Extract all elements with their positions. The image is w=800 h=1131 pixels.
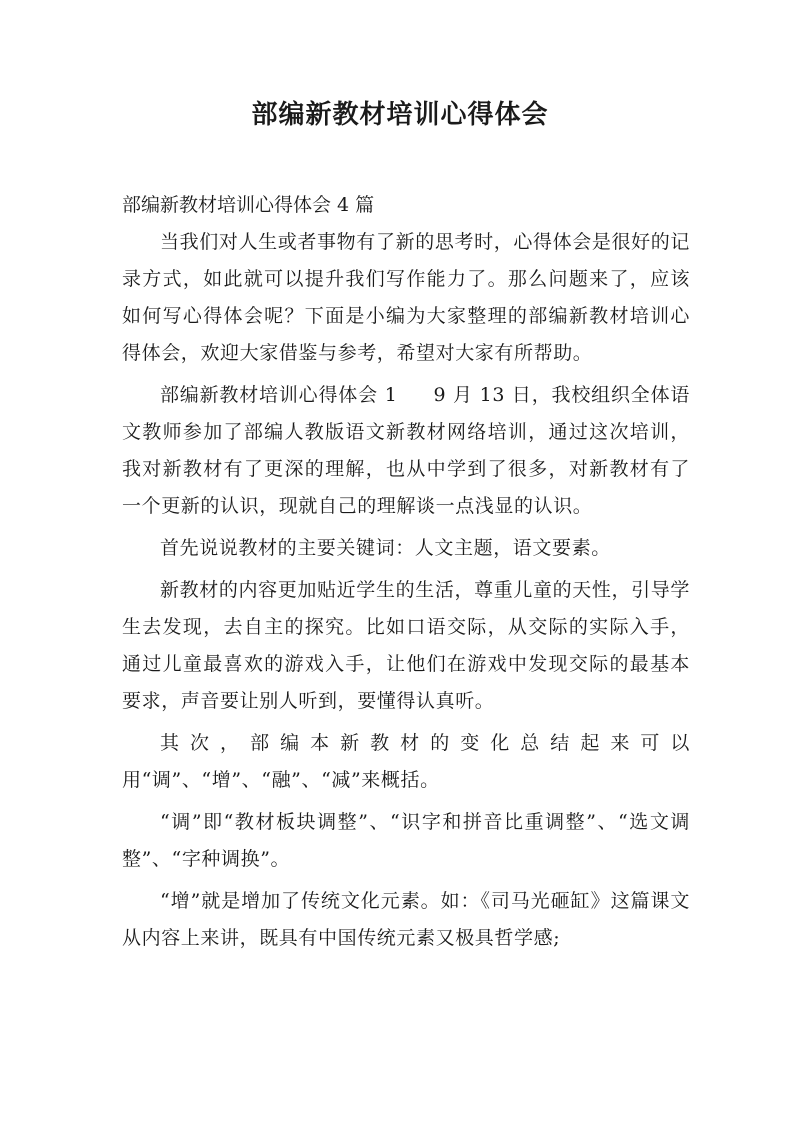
changes-paragraph: 其次，部编本新教材的变化总结起来可以用“调”、“增”、“融”、“减”来概括。 — [122, 732, 690, 791]
section-1-text: 9 月 13 日，我校组织全体语文教师参加了部编人教版语文新教材网络培训，通过这次培训，我对新教材有了更深的理解，也从中学到了很多，对新教材有了一个更新的认识，现就自己的理解谈一点浅显的认识。 — [122, 384, 690, 517]
intro-paragraph: 当我们对人生或者事物有了新的思考时，心得体会是很好的记录方式，如此就可以提升我们写作能力了。那么问题来了，应该如何写心得体会呢？下面是小编为大家整理的部编新教材培训心得体会，欢迎大家借鉴与参考，希望对大家有所帮助。 — [122, 231, 690, 364]
add-paragraph: “增”就是增加了传统文化元素。如：《司马光砸缸》这篇课文从内容上来讲，既具有中国传统元素又极具哲学感; — [122, 890, 690, 949]
adjust-paragraph: “调”即“教材板块调整”、“识字和拼音比重调整”、“选文调整”、“字种调换”。 — [122, 811, 690, 870]
document-subtitle: 部编新教材培训心得体会 4 篇 — [122, 194, 375, 216]
content-paragraph: 新教材的内容更加贴近学生的生活，尊重儿童的天性，引导学生去发现，去自主的探究。比如口语交际，从交际的实际入手，通过儿童最喜欢的游戏入手，让他们在游戏中发现交际的最基本要求，声音要让别人听到，要懂得认真听。 — [122, 579, 690, 712]
section-1-heading: 部编新教材培训心得体会 1 — [160, 384, 398, 406]
document-body — [122, 186, 690, 962]
keywords-paragraph: 首先说说教材的主要关键词：人文主题，语文要素。 — [160, 537, 611, 559]
document-title: 部编新教材培训心得体会 — [251, 100, 549, 130]
section-1-paragraph — [122, 377, 690, 525]
